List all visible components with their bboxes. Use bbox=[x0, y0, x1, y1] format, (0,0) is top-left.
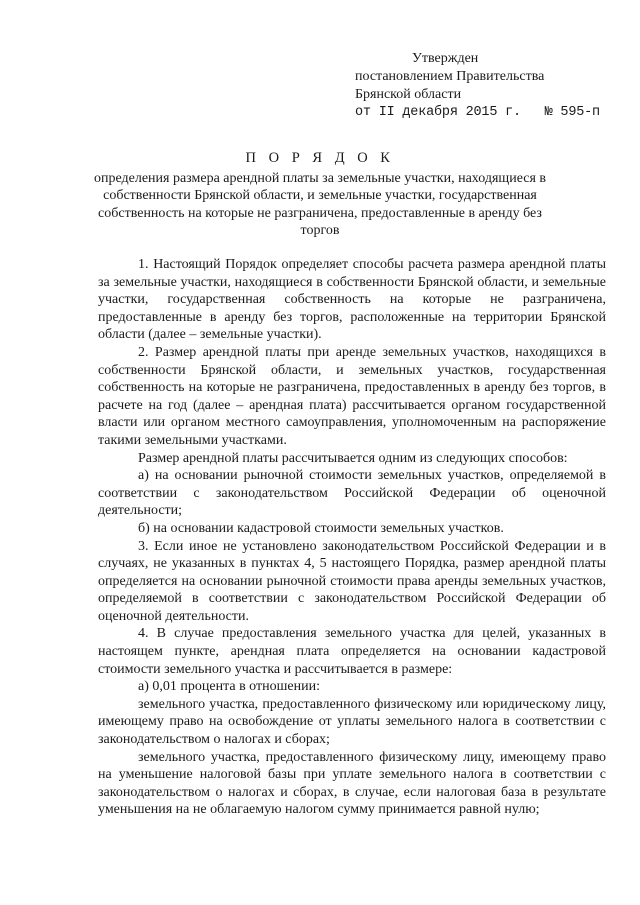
approval-line-region: Брянской области bbox=[355, 87, 462, 102]
paragraph: 4. В случае предоставления земельного участка для целей, указанных в настоящем пункте, арендная плата определяется на основании кадастровой стоимости земельного участка и рассчитывается в размере: bbox=[98, 626, 606, 677]
approval-line-approved: Утвержден bbox=[412, 51, 479, 66]
paragraph: земельного участка, предоставленного физическому или юридическому лицу, имеющему право на освобождение от уплаты земельного налога в соответствии с законодательством о налогах и сборах; bbox=[98, 696, 606, 748]
paragraph: 3. Если иное не установлено законодательством Российской Федерации и в случаях, не указанных в пунктах 4, 5 настоящего Порядка, размер арендной платы определяется на основании рыночной стоимости права аренды земельных участков, определяемой в соответствии с законодательством Российской Федерации об оценочной деятельности. bbox=[98, 538, 606, 624]
paragraph: земельного участка, предоставленного физическому лицу, имеющему право на уменьшение налоговой базы при уплате земельного налога в соответствии с законодательством о налогах и сборах, в случае, если налоговая база в результате уменьшения на не облагаемую налогом сумму принимается равной нулю; bbox=[98, 749, 606, 818]
document-heading bbox=[90, 150, 550, 240]
paragraph: а) на основании рыночной стоимости земельных участков, определяемой в соответствии с законодательством Российской Федерации об оценочной деятельности; bbox=[98, 468, 606, 519]
document-body bbox=[98, 256, 606, 819]
paragraph: 2. Размер арендной платы при аренде земельных участков, находящихся в собственности Брянской области, и земельных участков, государственная собственность на которые не разграничена, предоставленных в аренду без торгов, в расчете на год (далее – арендная плата) рассчитывается органом государственной власти или органом местного самоуправления, уполномоченным на распоряжение такими земельными участками. bbox=[98, 344, 606, 448]
paragraph: а) 0,01 процента в отношении: bbox=[138, 679, 320, 695]
paragraph: Размер арендной платы рассчитывается одним из следующих способов: bbox=[138, 450, 568, 466]
approval-line-date-number: от II декабря 2015 г. № 595-п bbox=[355, 105, 600, 120]
approval-line-resolution: постановлением Правительства bbox=[355, 69, 545, 84]
paragraph: 1. Настоящий Порядок определяет способы расчета размера арендной платы за земельные участки, находящиеся в собственности Брянской области, и земельные участки, государственная собственность на которые не разграничена, предоставленные в аренду без торгов, расположенные на территории Брянской области (далее – земельные участки). bbox=[98, 257, 606, 343]
document-title: П О Р Я Д О К bbox=[245, 150, 395, 166]
approval-stamp bbox=[355, 50, 625, 122]
document-subtitle: определения размера арендной платы за земельные участки, находящиеся в собственности Брянской области, и земельные участки, государственная собственность на которые не разграничена, предоставленные в аренду без торгов bbox=[93, 170, 547, 238]
paragraph: б) на основании кадастровой стоимости земельных участков. bbox=[138, 520, 504, 536]
